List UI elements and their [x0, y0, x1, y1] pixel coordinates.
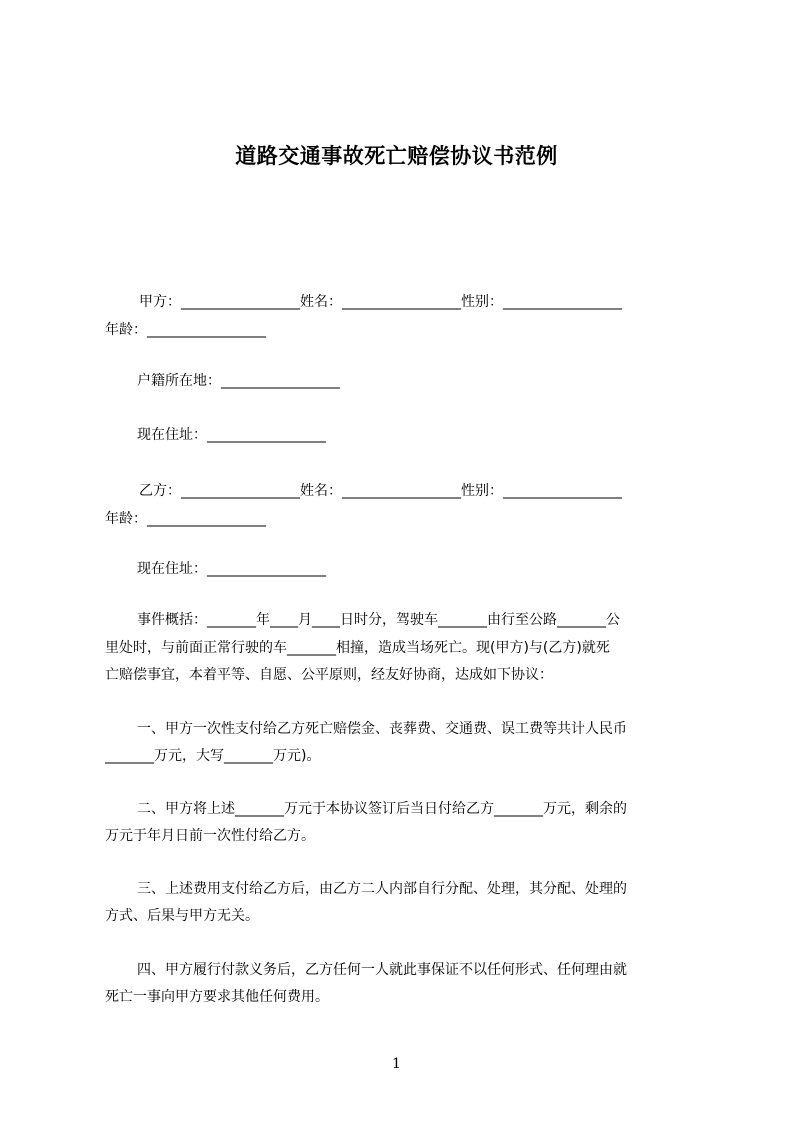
party-a-line: 甲方：_________________姓名：_________________性别：_________________	[139, 294, 622, 310]
clause-2-line-1: 二、甲方将上述_______万元于本协议签订后当日付给乙方_______万元，剩余的	[137, 801, 627, 817]
party-b-current-address: 现在住址：_________________	[137, 561, 326, 577]
clause-1-line-2: _______万元，大写_______万元)。	[105, 748, 321, 764]
document-title: 道路交通事故死亡赔偿协议书范例	[235, 144, 558, 168]
clause-3-line-2: 方式、后果与甲方无关。	[105, 908, 259, 924]
party-b-line: 乙方：_________________姓名：_________________性别：_________________	[139, 483, 622, 499]
party-b-age-line: 年龄：_________________	[105, 511, 266, 527]
clause-4-line-1: 四、甲方履行付款义务后，乙方任何一人就此事保证不以任何形式、任何理由就	[137, 962, 627, 978]
clause-1-line-1: 一、甲方一次性支付给乙方死亡赔偿金、丧葬费、交通费、误工费等共计人民币	[137, 721, 627, 737]
incident-line-2: 里处时，与前面正常行驶的车_______相撞，造成当场死亡。现(甲方)与(乙方)就死	[105, 640, 610, 656]
party-a-age-line: 年龄：_________________	[105, 322, 266, 338]
page-number: 1	[392, 1056, 401, 1072]
party-a-current-address: 现在住址：_________________	[137, 427, 326, 443]
clause-4-line-2: 死亡一事向甲方要求其他任何费用。	[105, 989, 329, 1005]
incident-line-3: 亡赔偿事宜，本着平等、自愿、公平原则，经友好协商，达成如下协议：	[105, 667, 553, 683]
party-a-registered-address: 户籍所在地：_________________	[137, 373, 340, 389]
incident-line-1: 事件概括：_______年____月____日时分，驾驶车_______由行至公路_______公	[137, 612, 620, 628]
clause-2-line-2: 万元于年月日前一次性付给乙方。	[105, 828, 315, 844]
clause-3-line-1: 三、上述费用支付给乙方后，由乙方二人内部自行分配、处理，其分配、处理的	[137, 881, 627, 897]
